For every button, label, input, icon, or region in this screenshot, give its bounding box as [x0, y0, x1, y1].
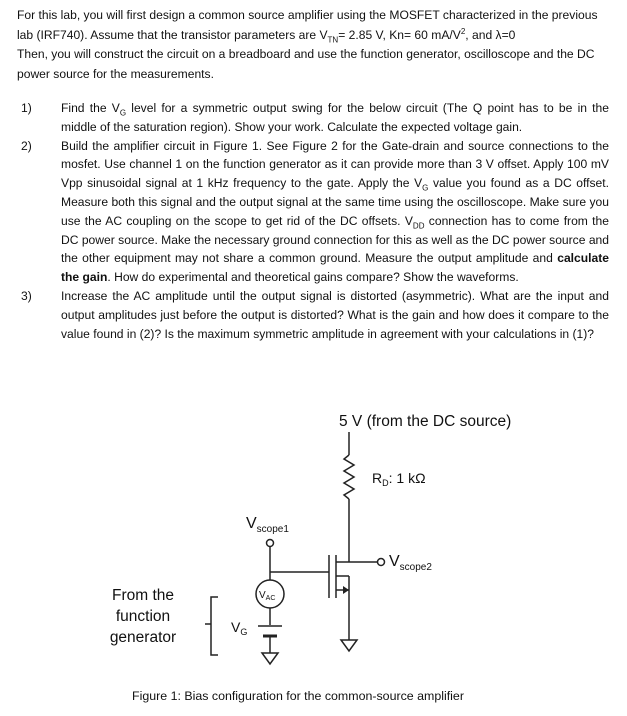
step-number: 1)	[21, 101, 32, 115]
squared-superscript: 2	[460, 26, 466, 36]
intro-text-1: For this lab, you will first design a common source amplifier using the MOSFET characterized in the previous lab (IRF740). Assume that the transistor parameters are V	[17, 8, 598, 42]
vac-label: $V_{AC}$	[259, 590, 276, 602]
figure-caption: Figure 1: Bias configuration for the common-source amplifier	[132, 689, 464, 703]
intro-paragraph	[17, 6, 609, 84]
supply-label: 5 V (from the DC source)	[339, 413, 512, 430]
list-item	[17, 137, 609, 287]
vscope2-terminal	[378, 559, 385, 566]
intro-text-2: Then, you will construct the circuit on a breadboard and use the function generator, oscilloscope and the DC power source for the measurements.	[17, 47, 595, 81]
vscope1-label: $V_{scope1}$	[246, 515, 289, 535]
fg-label-line1: From the	[111, 587, 175, 604]
intro-text-1b: = 2.85 V, Kn= 60 mA/V	[338, 27, 461, 42]
mosfet-arrow	[343, 586, 349, 594]
gate-ground-symbol	[262, 653, 278, 664]
vscope2-label: $V_{scope2}$	[389, 553, 432, 573]
step-text: Increase the AC amplitude until the output signal is distorted (asymmetric). What are the input and output amplitudes just before the output is distorted? What is the gain and how does it compare to the value found in (2)? Is the maximum symmetric amplitude in agreement with your calculations in (1)?	[61, 288, 609, 341]
steps-list	[17, 99, 609, 343]
list-item	[17, 99, 609, 137]
drain-resistor	[344, 455, 354, 499]
intro-text-1c: , and λ=0	[465, 27, 516, 42]
circuit-diagram	[0, 395, 627, 689]
vscope1-terminal	[267, 540, 274, 547]
step-text: Find the $V_G$ level for a symmetric output swing for the below circuit (The Q point has to be in the middle of the saturation region). Show your work. Calculate the expected voltage gain.	[61, 101, 609, 134]
vtn-subscript: TN	[327, 35, 339, 44]
rd-label: $R_D$: 1 kΩ	[372, 470, 426, 488]
step-number: 3)	[21, 288, 32, 303]
source-ground-symbol	[341, 640, 357, 651]
step-text: Build the amplifier circuit in Figure 1. See Figure 2 for the Gate-drain and source connections to the mosfet. Use channel 1 on the function generator as it can provide more than 3 V offset. Apply 100 mV Vpp sinusoidal signal at 1 kHz frequency to the gate. Apply the $V_G$ value you found as a DC offset. Measure both this signal and the output signal at the same time using the oscilloscope. Make sure you use the AC coupling on the scope to get rid of the DC offsets. $V_{DD}$ connection has to come from the DC power source. Make the necessary ground connection for this as well as the DC power source and the other equipment may not share a common ground. Measure the output amplitude and calculate the gain. How do experimental and theoretical gains compare? Show the waveforms.	[61, 138, 609, 285]
list-item	[17, 287, 609, 343]
fg-label-line3: generator	[109, 629, 177, 646]
function-generator-bracket	[211, 597, 218, 655]
fg-label-line2: function	[115, 608, 171, 625]
step-number: 2)	[21, 138, 32, 153]
vg-label: $V_G$	[231, 619, 248, 637]
